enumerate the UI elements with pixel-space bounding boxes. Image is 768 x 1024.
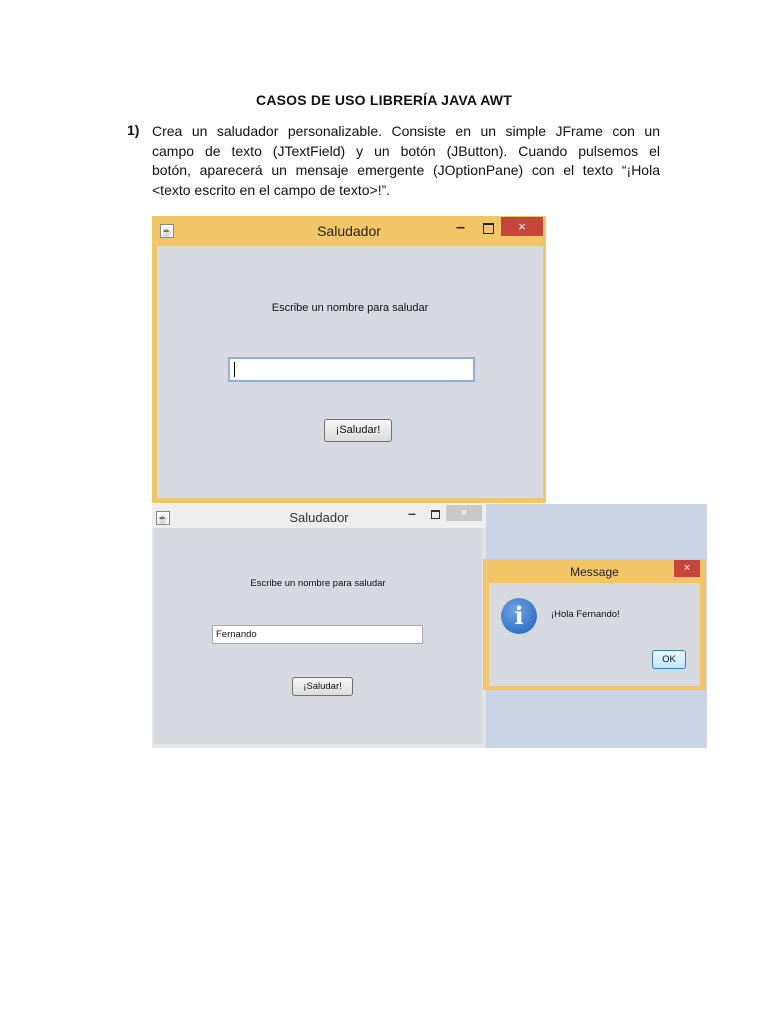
maximize-button[interactable] bbox=[483, 223, 494, 234]
window-title: Saludador bbox=[317, 223, 381, 239]
greet-button[interactable]: ¡Saludar! bbox=[324, 419, 392, 442]
dialog-content bbox=[489, 583, 700, 686]
item-number: 1) bbox=[127, 122, 140, 138]
window-content bbox=[154, 528, 482, 744]
paragraph-line: botón, aparecerá un mensaje emergente (JOptionPane) con el texto “¡Hola bbox=[152, 162, 660, 178]
title-bar[interactable] bbox=[152, 216, 546, 246]
document-title: CASOS DE USO LIBRERÍA JAVA AWT bbox=[256, 92, 512, 108]
paragraph-line: Crea un saludador personalizable. Consiste en un simple JFrame con un bbox=[152, 123, 660, 139]
dialog-title: Message bbox=[570, 565, 619, 579]
close-button[interactable]: × bbox=[446, 505, 482, 521]
java-icon[interactable]: ☕ bbox=[160, 224, 174, 238]
minimize-button[interactable]: – bbox=[408, 505, 416, 521]
text-caret bbox=[234, 362, 235, 377]
paragraph-line: <texto escrito en el campo de texto>!”. bbox=[152, 181, 391, 198]
info-icon: i bbox=[501, 598, 537, 634]
greet-button[interactable]: ¡Saludar! bbox=[292, 677, 353, 696]
prompt-label: Escribe un nombre para saludar bbox=[250, 578, 386, 589]
dialog-close-button[interactable]: × bbox=[674, 560, 700, 577]
window-content bbox=[157, 246, 543, 498]
title-bar[interactable] bbox=[152, 504, 486, 528]
window-title: Saludador bbox=[289, 510, 349, 525]
prompt-label: Escribe un nombre para saludar bbox=[271, 302, 429, 314]
maximize-button[interactable] bbox=[431, 510, 440, 519]
saludador-window-empty bbox=[152, 216, 546, 503]
instructions-paragraph bbox=[152, 122, 660, 200]
ok-button[interactable]: OK bbox=[652, 650, 686, 669]
name-input[interactable]: Fernando bbox=[212, 625, 423, 644]
close-button[interactable]: × bbox=[501, 217, 543, 236]
minimize-button[interactable]: – bbox=[456, 219, 465, 236]
java-icon[interactable]: ☕ bbox=[156, 511, 170, 525]
name-input[interactable] bbox=[228, 357, 475, 382]
saludador-window-filled bbox=[152, 504, 486, 748]
message-dialog bbox=[483, 559, 706, 690]
paragraph-line: campo de texto (JTextField) y un botón (JButton). Cuando pulsemos el bbox=[152, 142, 660, 159]
dialog-message: ¡Hola Fernando! bbox=[551, 609, 620, 620]
